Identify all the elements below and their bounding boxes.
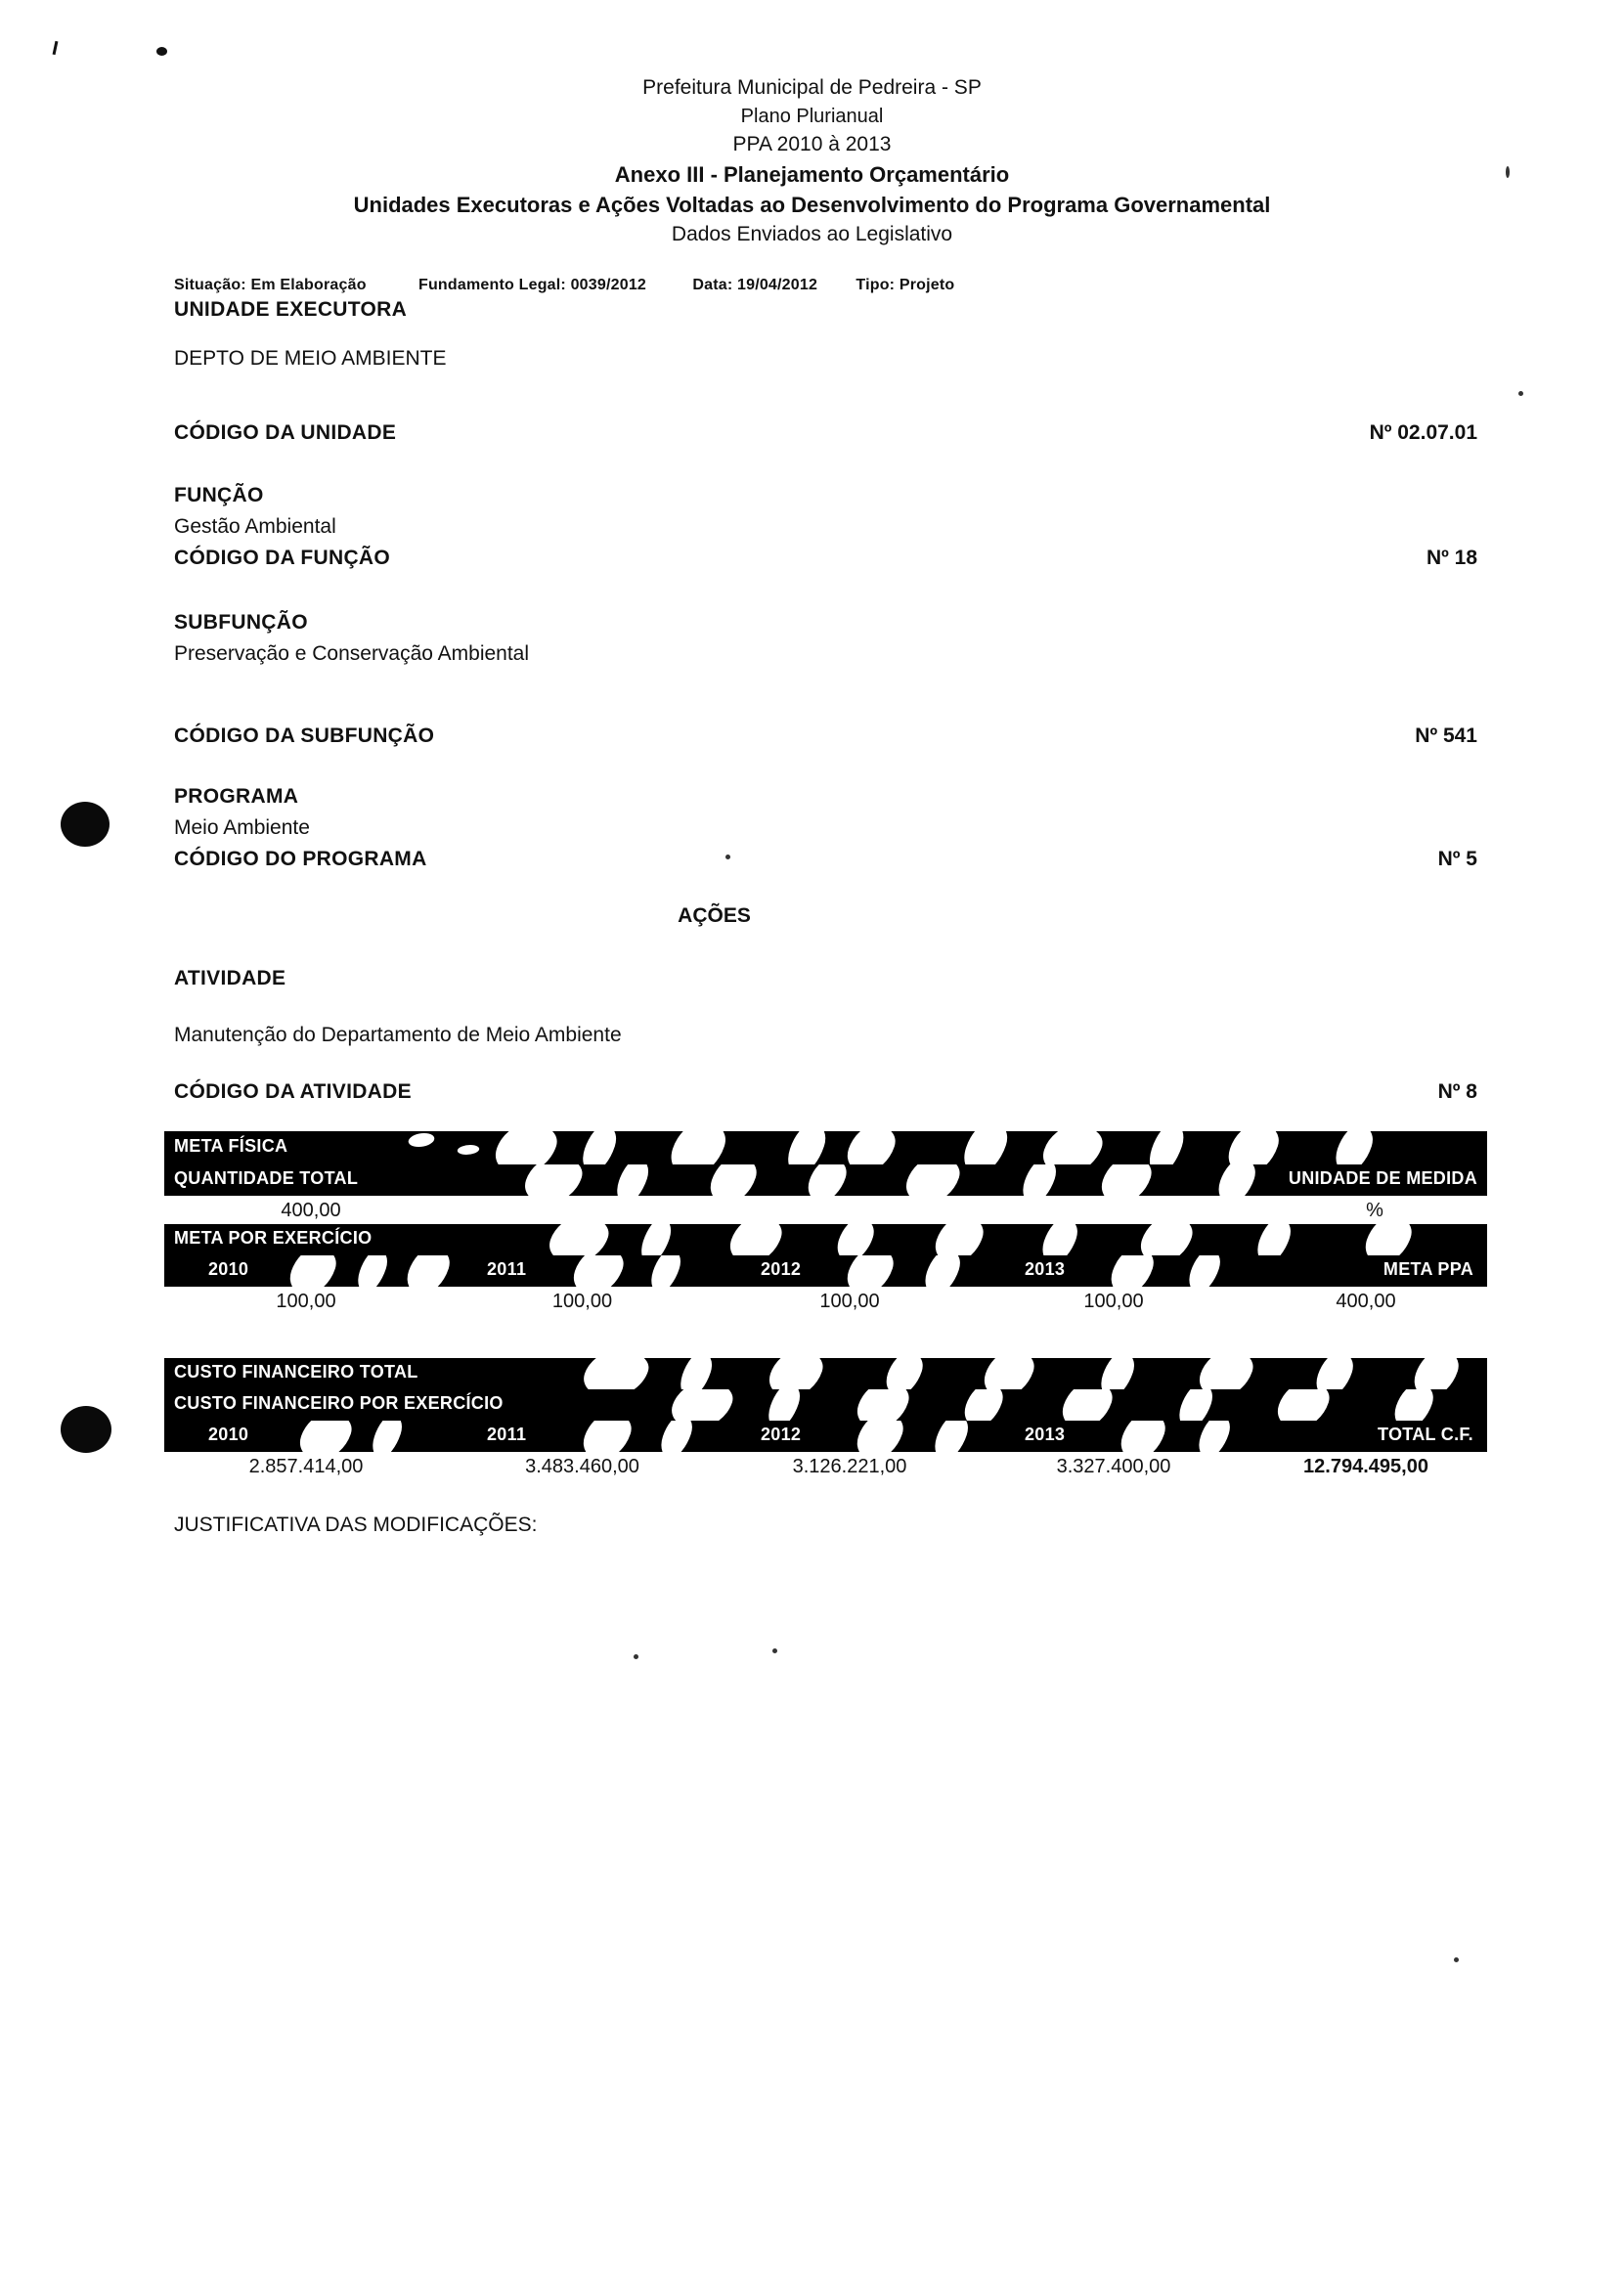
section-unidade-executora [174, 298, 1477, 371]
value-codigo-subfuncao: Nº 541 [1415, 724, 1477, 748]
custo-value-3: 3.327.400,00 [1056, 1456, 1171, 1478]
custo-year-header-1: 2011 [487, 1425, 527, 1445]
meta-fisica-quantidade-total: 400,00 [281, 1200, 341, 1222]
meta-values-row [164, 1287, 1487, 1315]
section-codigo-subfuncao [174, 724, 1477, 748]
scan-speck [634, 1654, 638, 1659]
meta-tipo: Tipo: Projeto [856, 277, 955, 294]
value-codigo-unidade: Nº 02.07.01 [1369, 421, 1477, 445]
meta-fisica-header-band [164, 1164, 1487, 1196]
meta-por-exercicio-title: META POR EXERCÍCIO [174, 1228, 373, 1249]
value-subfuncao: Preservação e Conservação Ambiental [174, 642, 530, 666]
scan-speck [772, 1648, 777, 1653]
label-codigo-atividade: CÓDIGO DA ATIVIDADE [174, 1080, 412, 1104]
header-line-plan: Plano Plurianual [740, 105, 884, 127]
meta-value-2: 100,00 [819, 1291, 880, 1313]
meta-fisica-title-band [164, 1131, 1487, 1164]
custo-por-exercicio-title: CUSTO FINANCEIRO POR EXERCÍCIO [174, 1393, 504, 1414]
meta-fisica-values-row [164, 1196, 1487, 1224]
label-codigo-programa: CÓDIGO DO PROGRAMA [174, 848, 427, 871]
section-codigo-unidade [174, 421, 1477, 445]
section-programa [174, 785, 1477, 871]
custo-year-header-band [164, 1421, 1487, 1452]
custo-values-row [164, 1452, 1487, 1480]
label-codigo-unidade: CÓDIGO DA UNIDADE [174, 421, 397, 445]
meta-data: Data: 19/04/2012 [692, 277, 818, 294]
custo-por-exercicio-title-band [164, 1389, 1487, 1421]
meta-year-header-0: 2010 [208, 1259, 249, 1280]
label-funcao: FUNÇÃO [174, 484, 264, 507]
section-atividade [174, 967, 1477, 1104]
justificativa-label: JUSTIFICATIVA DAS MODIFICAÇÕES: [174, 1514, 538, 1537]
label-programa: PROGRAMA [174, 785, 299, 809]
meta-ppa-header: META PPA [1383, 1259, 1473, 1280]
custo-total-header: TOTAL C.F. [1377, 1425, 1473, 1445]
value-programa: Meio Ambiente [174, 816, 310, 840]
meta-year-header-3: 2013 [1025, 1259, 1066, 1280]
meta-value-3: 100,00 [1083, 1291, 1144, 1313]
meta-fisica-title: META FÍSICA [174, 1136, 288, 1157]
meta-row [174, 277, 1624, 294]
meta-situacao: Situação: Em Elaboração [174, 277, 367, 294]
meta-year-header-band [164, 1255, 1487, 1287]
meta-value-1: 100,00 [551, 1291, 613, 1313]
custo-year-header-3: 2013 [1025, 1425, 1066, 1445]
document-header [0, 73, 1624, 249]
label-subfuncao: SUBFUNÇÃO [174, 611, 308, 635]
meta-fisica-unidade-medida: % [1366, 1200, 1383, 1222]
custo-value-2: 3.126.221,00 [792, 1456, 907, 1478]
label-codigo-funcao: CÓDIGO DA FUNÇÃO [174, 547, 391, 570]
meta-year-header-1: 2011 [487, 1259, 527, 1280]
custo-value-1: 3.483.460,00 [525, 1456, 639, 1478]
label-codigo-subfuncao: CÓDIGO DA SUBFUNÇÃO [174, 724, 435, 748]
meta-fundamento-legal: Fundamento Legal: 0039/2012 [417, 277, 647, 294]
header-line-annex: Anexo III - Planejamento Orçamentário [614, 162, 1010, 188]
label-unidade-executora: UNIDADE EXECUTORA [174, 298, 408, 322]
custo-financeiro-total-title: CUSTO FINANCEIRO TOTAL [174, 1362, 418, 1382]
meta-year-header-2: 2012 [761, 1259, 802, 1280]
custo-total-title-band [164, 1358, 1487, 1389]
label-atividade: ATIVIDADE [174, 967, 286, 990]
value-codigo-atividade: Nº 8 [1437, 1080, 1477, 1104]
meta-total-value: 400,00 [1336, 1291, 1396, 1313]
section-title-acoes: AÇÕES [678, 904, 751, 928]
value-atividade: Manutenção do Departamento de Meio Ambiente [174, 1024, 622, 1047]
value-codigo-funcao: Nº 18 [1426, 547, 1477, 570]
custo-total-value: 12.794.495,00 [1303, 1456, 1428, 1478]
section-funcao [174, 484, 1477, 570]
table-custo-financeiro [164, 1358, 1487, 1480]
value-funcao: Gestão Ambiental [174, 515, 336, 539]
section-subfuncao [174, 611, 1477, 666]
custo-value-0: 2.857.414,00 [248, 1456, 364, 1478]
header-line-note: Dados Enviados ao Legislativo [671, 223, 953, 246]
custo-year-header-2: 2012 [761, 1425, 802, 1445]
value-unidade-executora: DEPTO DE MEIO AMBIENTE [174, 347, 447, 371]
custo-year-header-0: 2010 [208, 1425, 249, 1445]
meta-por-exercicio-title-band [164, 1224, 1487, 1255]
header-line-municipality: Prefeitura Municipal de Pedreira - SP [642, 76, 982, 99]
table-meta-fisica [164, 1131, 1487, 1315]
header-line-subtitle: Unidades Executoras e Ações Voltadas ao Desenvolvimento do Programa Governamental [353, 193, 1271, 218]
meta-fisica-header-unidade: UNIDADE DE MEDIDA [1288, 1168, 1477, 1189]
value-codigo-programa: Nº 5 [1437, 848, 1477, 871]
scan-speck [1454, 1957, 1459, 1962]
meta-value-0: 100,00 [276, 1291, 336, 1313]
meta-fisica-header-quantidade: QUANTIDADE TOTAL [174, 1168, 359, 1189]
header-line-ppa: PPA 2010 à 2013 [732, 133, 892, 156]
